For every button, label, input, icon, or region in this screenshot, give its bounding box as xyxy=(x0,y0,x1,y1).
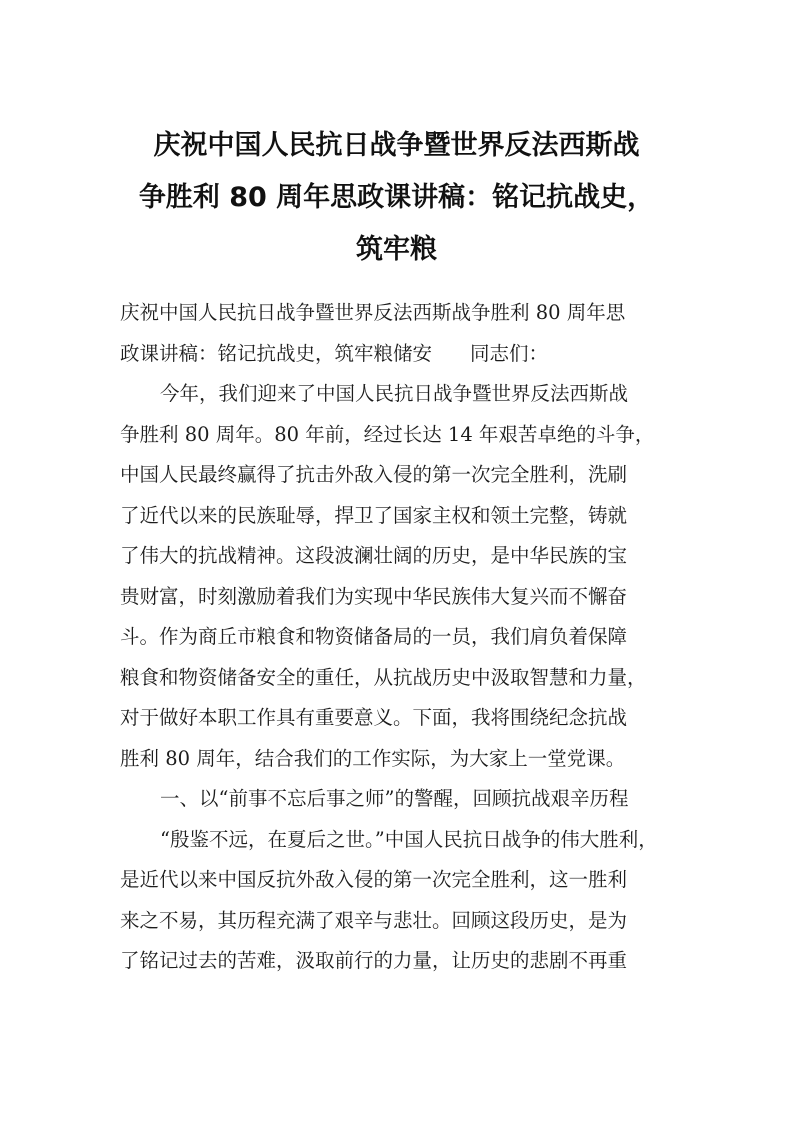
paragraph-line: 粮食和物资储备安全的重任，从抗战历史中汲取智慧和力量， xyxy=(120,665,647,689)
document-title xyxy=(100,120,693,276)
intro-text: 政课讲稿：铭记抗战史，筑牢粮储安 xyxy=(120,341,433,365)
paragraph-line: 中国人民最终赢得了抗击外敌入侵的第一次完全胜利，洗刷 xyxy=(120,463,628,486)
paragraph-line: 斗。作为商丘市粮食和物资储备局的一员，我们肩负着保障 xyxy=(120,625,628,648)
paragraph-line: 今年，我们迎来了中国人民抗日战争暨世界反法西斯战 xyxy=(160,382,629,405)
intro-line: 庆祝中国人民抗日战争暨世界反法西斯战争胜利 80 周年思 xyxy=(120,301,626,324)
paragraph-line: 对于做好本职工作具有重要意义。下面，我将围绕纪念抗战 xyxy=(120,706,628,729)
document-body xyxy=(120,293,680,982)
paragraph-line: 胜利 80 周年，结合我们的工作实际，为大家上一堂党课。 xyxy=(120,746,626,770)
salutation: 同志们： xyxy=(470,341,549,365)
paragraph-line: 来之不易，其历程充满了艰辛与悲壮。回顾这段历史，是为 xyxy=(120,908,628,932)
paragraph-line: “殷鉴不远，在夏后之世。”中国人民抗日战争的伟大胜利， xyxy=(160,827,658,851)
paragraph-line: 了铭记过去的苦难，汲取前行的力量，让历史的悲剧不再重 xyxy=(120,949,628,972)
intro-line xyxy=(120,334,680,375)
paragraph-line: 了伟大的抗战精神。这段波澜壮阔的历史，是中华民族的宝 xyxy=(120,544,628,567)
paragraph-line: 了近代以来的民族耻辱，捍卫了国家主权和领土完整，铸就 xyxy=(120,503,628,527)
paragraph-line: 是近代以来中国反抗外敌入侵的第一次完全胜利，这一胜利 xyxy=(120,868,628,891)
paragraph-line: 争胜利 80 周年。80 年前，经过长达 14 年艰苦卓绝的斗争， xyxy=(120,422,655,446)
title-line: 筑牢粮 xyxy=(356,234,437,265)
paragraph-line: 贵财富，时刻激励着我们为实现中华民族伟大复兴而不懈奋 xyxy=(120,584,628,608)
title-line: 争胜利 80 周年思政课讲稿：铭记抗战史， xyxy=(138,182,655,213)
section-heading: 一、以“前事不忘后事之师”的警醒，回顾抗战艰辛历程 xyxy=(160,787,629,810)
title-line: 庆祝中国人民抗日战争暨世界反法西斯战 xyxy=(153,130,640,161)
